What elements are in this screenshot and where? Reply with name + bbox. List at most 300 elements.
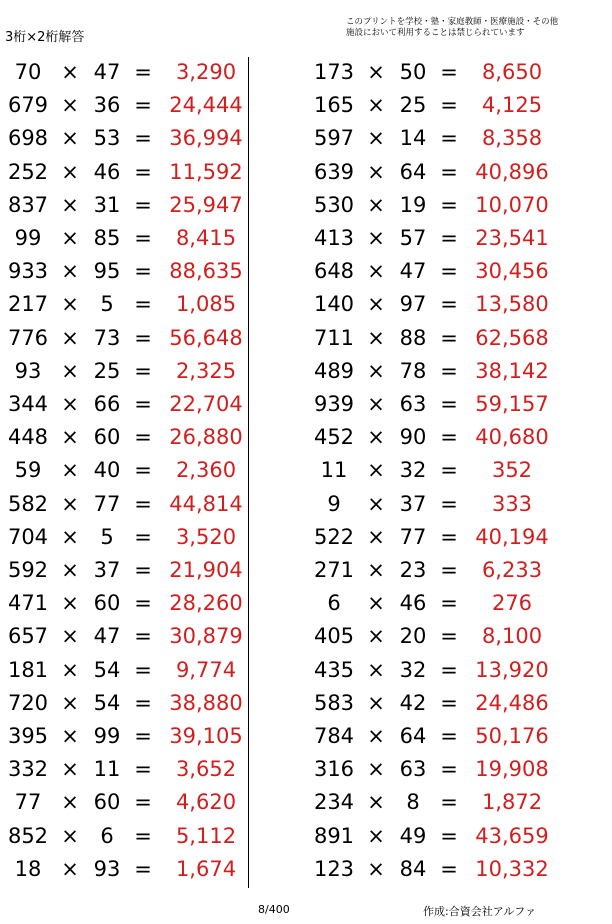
multiplicand: 93 — [14, 358, 42, 383]
multiplier: 32 — [399, 657, 427, 682]
problem-row — [0, 687, 300, 720]
answer: 4,125 — [481, 93, 543, 118]
answer: 23,541 — [475, 226, 549, 250]
multiplier: 23 — [399, 558, 427, 582]
problem-row — [0, 587, 300, 620]
column-divider — [248, 57, 249, 888]
multiplicand: 252 — [7, 159, 49, 184]
times-sign: × — [367, 93, 385, 118]
usage-notice — [346, 17, 558, 38]
multiplier: 25 — [93, 358, 121, 383]
multiplier: 37 — [399, 491, 427, 516]
multiplier: 57 — [399, 226, 427, 250]
times-sign: × — [367, 458, 385, 483]
problem-row — [306, 786, 606, 819]
multiplicand: 720 — [7, 690, 49, 715]
answer: 28,260 — [169, 591, 243, 616]
equals-sign: = — [440, 790, 458, 815]
times-sign: × — [61, 458, 79, 483]
multiplicand: 123 — [313, 856, 355, 881]
answer: 40,896 — [475, 159, 549, 184]
multiplier: 25 — [399, 93, 427, 118]
times-sign: × — [367, 425, 385, 450]
answer: 6,233 — [481, 558, 543, 582]
multiplicand: 448 — [7, 425, 49, 450]
equals-sign: = — [440, 624, 458, 649]
answer: 36,994 — [169, 126, 243, 151]
times-sign: × — [367, 259, 385, 284]
equals-sign: = — [134, 558, 152, 582]
times-sign: × — [367, 325, 385, 350]
equals-sign: = — [440, 458, 458, 483]
worksheet-title: 3桁×2桁解答 — [5, 30, 85, 45]
answer: 1,872 — [481, 790, 543, 815]
answer: 8,650 — [481, 60, 543, 84]
answer: 352 — [491, 458, 533, 483]
multiplicand: 234 — [313, 790, 355, 815]
times-sign: × — [61, 259, 79, 284]
multiplicand: 648 — [313, 259, 355, 284]
problem-row — [0, 521, 300, 554]
multiplicand: 435 — [313, 657, 355, 682]
multiplicand: 140 — [313, 292, 355, 317]
multiplicand: 891 — [313, 823, 355, 848]
equals-sign: = — [440, 558, 458, 582]
times-sign: × — [367, 491, 385, 516]
multiplicand: 59 — [14, 458, 42, 483]
equals-sign: = — [134, 60, 152, 84]
author-credit: 作成:合資会社アルファ — [423, 905, 537, 918]
times-sign: × — [367, 292, 385, 317]
problem-row — [0, 554, 300, 587]
equals-sign: = — [134, 93, 152, 118]
equals-sign: = — [134, 192, 152, 217]
multiplier: 64 — [399, 724, 427, 748]
answer: 21,904 — [169, 558, 243, 582]
equals-sign: = — [440, 657, 458, 682]
equals-sign: = — [440, 425, 458, 450]
problem-row — [0, 421, 300, 454]
equals-sign: = — [134, 690, 152, 715]
times-sign: × — [61, 790, 79, 815]
equals-sign: = — [134, 624, 152, 649]
answer: 3,290 — [175, 60, 237, 84]
multiplier: 37 — [93, 558, 121, 582]
equals-sign: = — [134, 358, 152, 383]
notice-line: 施設において利用することは禁じられています — [346, 27, 525, 38]
equals-sign: = — [134, 126, 152, 151]
multiplicand: 679 — [7, 93, 49, 118]
problem-row — [0, 654, 300, 687]
times-sign: × — [61, 425, 79, 450]
equals-sign: = — [134, 392, 152, 416]
answer: 59,157 — [475, 392, 549, 416]
problem-row — [0, 620, 300, 653]
equals-sign: = — [440, 226, 458, 250]
multiplicand: 471 — [7, 591, 49, 616]
answer: 38,142 — [475, 358, 549, 383]
times-sign: × — [61, 226, 79, 250]
multiplicand: 452 — [313, 425, 355, 450]
multiplier: 77 — [93, 491, 121, 516]
times-sign: × — [61, 724, 79, 748]
multiplicand: 6 — [327, 591, 341, 616]
multiplier: 47 — [93, 60, 121, 84]
multiplicand: 711 — [313, 325, 355, 350]
answer: 3,520 — [175, 524, 237, 549]
times-sign: × — [367, 524, 385, 549]
problem-row — [0, 488, 300, 521]
answer: 39,105 — [169, 724, 243, 748]
multiplicand: 784 — [313, 724, 355, 748]
equals-sign: = — [134, 425, 152, 450]
problem-row — [306, 654, 606, 687]
times-sign: × — [61, 325, 79, 350]
problem-row — [306, 720, 606, 753]
equals-sign: = — [134, 856, 152, 881]
times-sign: × — [61, 823, 79, 848]
times-sign: × — [367, 126, 385, 151]
multiplier: 64 — [399, 159, 427, 184]
problem-row — [306, 56, 606, 89]
problem-row — [306, 853, 606, 886]
equals-sign: = — [134, 292, 152, 317]
problem-row — [306, 255, 606, 288]
answer: 2,360 — [175, 458, 237, 483]
times-sign: × — [61, 93, 79, 118]
answer: 1,674 — [175, 856, 237, 881]
multiplier: 84 — [399, 856, 427, 881]
times-sign: × — [61, 392, 79, 416]
multiplicand: 489 — [313, 358, 355, 383]
problem-row — [0, 786, 300, 819]
multiplier: 97 — [399, 292, 427, 317]
problem-row — [306, 454, 606, 487]
problem-row — [0, 454, 300, 487]
problem-row — [0, 753, 300, 786]
answer: 26,880 — [169, 425, 243, 450]
times-sign: × — [367, 159, 385, 184]
times-sign: × — [61, 856, 79, 881]
equals-sign: = — [440, 690, 458, 715]
problem-row — [306, 288, 606, 321]
multiplier: 46 — [399, 591, 427, 616]
multiplier: 42 — [399, 690, 427, 715]
times-sign: × — [367, 724, 385, 748]
answer: 333 — [491, 491, 533, 516]
equals-sign: = — [134, 790, 152, 815]
equals-sign: = — [440, 292, 458, 317]
multiplicand: 583 — [313, 690, 355, 715]
problem-row — [0, 853, 300, 886]
multiplicand: 597 — [313, 126, 355, 151]
problem-row — [0, 820, 300, 853]
equals-sign: = — [134, 591, 152, 616]
problem-row — [306, 521, 606, 554]
multiplicand: 852 — [7, 823, 49, 848]
multiplier: 47 — [93, 624, 121, 649]
equals-sign: = — [440, 93, 458, 118]
multiplier: 6 — [100, 823, 114, 848]
multiplicand: 530 — [313, 192, 355, 217]
equals-sign: = — [440, 491, 458, 516]
problem-row — [306, 554, 606, 587]
multiplier: 11 — [93, 757, 121, 782]
answer: 10,332 — [475, 856, 549, 881]
times-sign: × — [367, 226, 385, 250]
problem-row — [0, 288, 300, 321]
multiplier: 60 — [93, 591, 121, 616]
answer: 88,635 — [169, 259, 243, 284]
multiplier: 36 — [93, 93, 121, 118]
multiplier: 47 — [399, 259, 427, 284]
equals-sign: = — [134, 259, 152, 284]
problem-row — [306, 322, 606, 355]
answer: 2,325 — [175, 358, 237, 383]
problem-row — [306, 89, 606, 122]
answer: 40,680 — [475, 425, 549, 450]
multiplicand: 582 — [7, 491, 49, 516]
problem-row — [306, 820, 606, 853]
equals-sign: = — [440, 591, 458, 616]
times-sign: × — [61, 524, 79, 549]
problem-row — [0, 89, 300, 122]
equals-sign: = — [440, 60, 458, 84]
notice-line: このプリントを学校・塾・家庭教師・医療施設・その他 — [346, 17, 559, 27]
answer: 5,112 — [175, 823, 237, 848]
multiplicand: 704 — [7, 524, 49, 549]
problem-row — [306, 222, 606, 255]
multiplicand: 99 — [14, 226, 42, 250]
equals-sign: = — [440, 192, 458, 217]
multiplier: 19 — [399, 192, 427, 217]
problem-row — [306, 122, 606, 155]
problem-row — [306, 189, 606, 222]
equals-sign: = — [440, 823, 458, 848]
times-sign: × — [367, 624, 385, 649]
equals-sign: = — [134, 524, 152, 549]
multiplier: 66 — [93, 392, 121, 416]
answer: 3,652 — [175, 757, 237, 782]
equals-sign: = — [134, 491, 152, 516]
times-sign: × — [61, 757, 79, 782]
times-sign: × — [367, 856, 385, 881]
equals-sign: = — [134, 325, 152, 350]
multiplicand: 332 — [7, 757, 49, 782]
answer: 44,814 — [169, 491, 243, 516]
equals-sign: = — [440, 724, 458, 748]
multiplicand: 837 — [7, 192, 49, 217]
times-sign: × — [367, 392, 385, 416]
multiplier: 8 — [406, 790, 420, 815]
problem-row — [306, 587, 606, 620]
multiplier: 93 — [93, 856, 121, 881]
answer: 10,070 — [475, 192, 549, 217]
equals-sign: = — [440, 159, 458, 184]
problem-row — [0, 56, 300, 89]
problem-row — [306, 421, 606, 454]
problem-row — [0, 222, 300, 255]
multiplicand: 217 — [7, 292, 49, 317]
times-sign: × — [367, 823, 385, 848]
multiplier: 60 — [93, 425, 121, 450]
multiplicand: 271 — [313, 558, 355, 582]
answer: 1,085 — [175, 292, 237, 317]
times-sign: × — [61, 558, 79, 582]
times-sign: × — [61, 60, 79, 84]
multiplier: 5 — [100, 524, 114, 549]
answer: 13,580 — [475, 292, 549, 317]
answer: 8,358 — [481, 126, 543, 151]
answer: 43,659 — [475, 823, 549, 848]
problem-row — [306, 488, 606, 521]
multiplicand: 165 — [313, 93, 355, 118]
multiplier: 63 — [399, 757, 427, 782]
multiplicand: 698 — [7, 126, 49, 151]
equals-sign: = — [440, 392, 458, 416]
equals-sign: = — [440, 358, 458, 383]
times-sign: × — [61, 292, 79, 317]
multiplier: 95 — [93, 259, 121, 284]
answer: 40,194 — [475, 524, 549, 549]
multiplier: 20 — [399, 624, 427, 649]
times-sign: × — [61, 192, 79, 217]
multiplier: 31 — [93, 192, 121, 217]
equals-sign: = — [440, 325, 458, 350]
multiplicand: 77 — [14, 790, 42, 815]
problem-row — [306, 620, 606, 653]
multiplier: 46 — [93, 159, 121, 184]
multiplicand: 592 — [7, 558, 49, 582]
problem-row — [0, 388, 300, 421]
times-sign: × — [61, 690, 79, 715]
times-sign: × — [367, 60, 385, 84]
equals-sign: = — [134, 159, 152, 184]
multiplicand: 939 — [313, 392, 355, 416]
problem-row — [0, 189, 300, 222]
problem-row — [0, 322, 300, 355]
times-sign: × — [61, 358, 79, 383]
multiplier: 49 — [399, 823, 427, 848]
answer: 9,774 — [175, 657, 237, 682]
multiplier: 60 — [93, 790, 121, 815]
multiplier: 90 — [399, 425, 427, 450]
multiplier: 78 — [399, 358, 427, 383]
times-sign: × — [367, 558, 385, 582]
problem-row — [306, 388, 606, 421]
equals-sign: = — [134, 823, 152, 848]
equals-sign: = — [134, 226, 152, 250]
multiplicand: 776 — [7, 325, 49, 350]
equals-sign: = — [440, 524, 458, 549]
multiplier: 53 — [93, 126, 121, 151]
equals-sign: = — [134, 657, 152, 682]
times-sign: × — [61, 126, 79, 151]
multiplier: 40 — [93, 458, 121, 483]
multiplicand: 173 — [313, 60, 355, 84]
multiplicand: 344 — [7, 392, 49, 416]
answer: 24,444 — [169, 93, 243, 118]
times-sign: × — [367, 790, 385, 815]
equals-sign: = — [134, 458, 152, 483]
answer: 19,908 — [475, 757, 549, 782]
multiplier: 73 — [93, 325, 121, 350]
answer: 56,648 — [169, 325, 243, 350]
problem-row — [306, 355, 606, 388]
multiplicand: 18 — [14, 856, 42, 881]
problem-row — [306, 753, 606, 786]
multiplicand: 70 — [14, 60, 42, 84]
multiplier: 85 — [93, 226, 121, 250]
equals-sign: = — [440, 757, 458, 782]
times-sign: × — [61, 657, 79, 682]
answer: 4,620 — [175, 790, 237, 815]
times-sign: × — [61, 491, 79, 516]
times-sign: × — [367, 358, 385, 383]
answer: 30,456 — [475, 259, 549, 284]
multiplicand: 395 — [7, 724, 49, 748]
answer: 22,704 — [169, 392, 243, 416]
multiplicand: 522 — [313, 524, 355, 549]
multiplier: 14 — [399, 126, 427, 151]
answer: 30,879 — [169, 624, 243, 649]
multiplier: 54 — [93, 690, 121, 715]
times-sign: × — [61, 159, 79, 184]
problem-row — [0, 720, 300, 753]
times-sign: × — [367, 657, 385, 682]
answer: 25,947 — [169, 192, 243, 217]
multiplicand: 181 — [7, 657, 49, 682]
multiplicand: 933 — [7, 259, 49, 284]
equals-sign: = — [440, 856, 458, 881]
times-sign: × — [367, 690, 385, 715]
answer: 8,100 — [481, 624, 543, 649]
times-sign: × — [367, 757, 385, 782]
times-sign: × — [367, 192, 385, 217]
multiplier: 50 — [399, 60, 427, 84]
problem-row — [306, 687, 606, 720]
multiplier: 99 — [93, 724, 121, 748]
page-number: 8/400 — [258, 903, 290, 916]
times-sign: × — [367, 591, 385, 616]
equals-sign: = — [134, 757, 152, 782]
answer: 62,568 — [475, 325, 549, 350]
problem-row — [0, 355, 300, 388]
multiplier: 63 — [399, 392, 427, 416]
multiplier: 5 — [100, 292, 114, 317]
times-sign: × — [61, 624, 79, 649]
answer: 276 — [491, 591, 533, 616]
equals-sign: = — [134, 724, 152, 748]
answer: 8,415 — [175, 226, 237, 250]
answer: 38,880 — [169, 690, 243, 715]
multiplicand: 9 — [327, 491, 341, 516]
multiplicand: 639 — [313, 159, 355, 184]
multiplier: 32 — [399, 458, 427, 483]
answer: 13,920 — [475, 657, 549, 682]
times-sign: × — [61, 591, 79, 616]
multiplicand: 316 — [313, 757, 355, 782]
multiplier: 88 — [399, 325, 427, 350]
equals-sign: = — [440, 126, 458, 151]
multiplier: 77 — [399, 524, 427, 549]
multiplicand: 657 — [7, 624, 49, 649]
equals-sign: = — [440, 259, 458, 284]
multiplicand: 11 — [320, 458, 348, 483]
answer: 11,592 — [169, 159, 243, 184]
problem-row — [0, 122, 300, 155]
multiplicand: 413 — [313, 226, 355, 250]
